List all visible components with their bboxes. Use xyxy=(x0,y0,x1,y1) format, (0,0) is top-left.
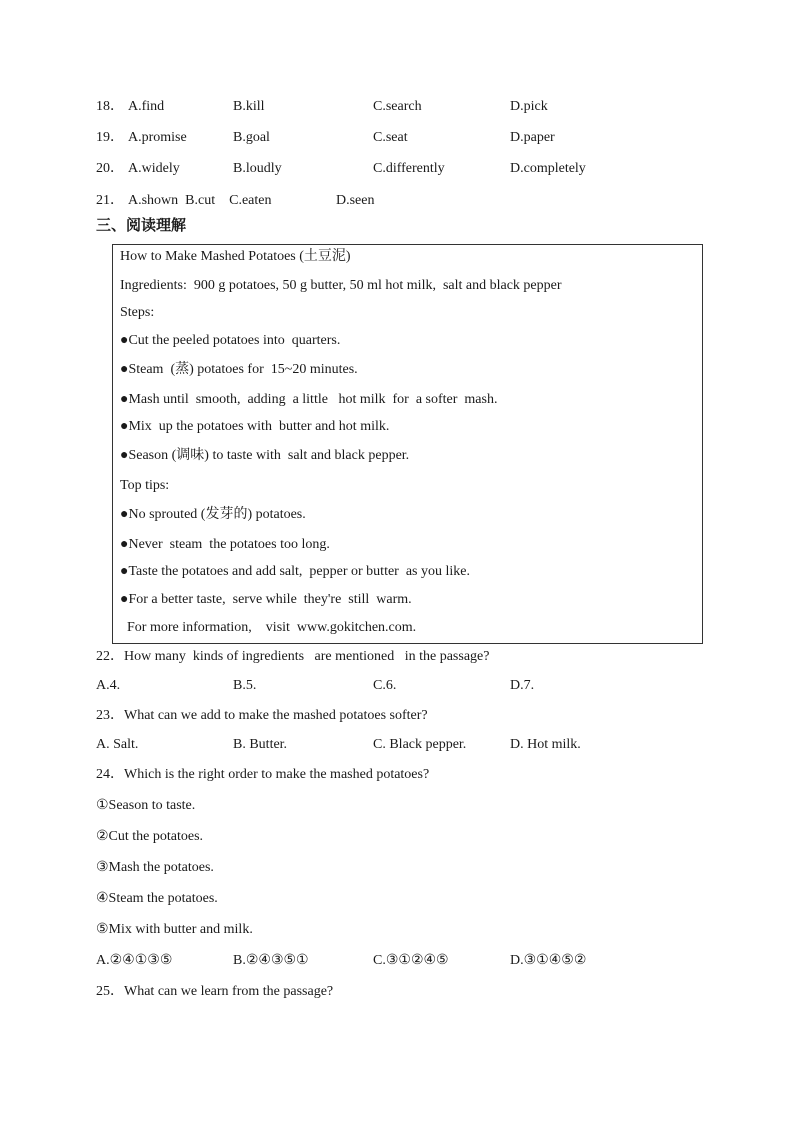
option-b: B. Butter. xyxy=(233,737,288,752)
option-d: D.pick xyxy=(510,99,548,114)
option-c: C.6. xyxy=(373,678,397,693)
question-25-stem: 25．What can we learn from the passage? xyxy=(96,984,334,999)
option-d: D. Hot milk. xyxy=(510,737,581,752)
question-24-stem: 24．Which is the right order to make the mashed potatoes? xyxy=(96,767,430,782)
tip-4: ●For a better taste, serve while they're still warm. xyxy=(120,592,412,607)
tips-label: Top tips: xyxy=(120,478,170,493)
question-number: 19． xyxy=(96,130,124,145)
option-c: C.search xyxy=(373,99,422,114)
steps-label: Steps: xyxy=(120,305,155,320)
passage-title: How to Make Mashed Potatoes (土豆泥) xyxy=(120,249,351,264)
step-2: ●Steam (蒸) potatoes for 15~20 minutes. xyxy=(120,362,358,377)
tip-2: ●Never steam the potatoes too long. xyxy=(120,537,330,552)
question-number: 18． xyxy=(96,99,124,114)
option-d: D.seen xyxy=(336,193,375,208)
option-a: A.②④①③⑤ xyxy=(96,953,173,968)
tip-1: ●No sprouted (发芽的) potatoes. xyxy=(120,507,306,522)
question-18 xyxy=(96,96,716,118)
option-d: D.completely xyxy=(510,161,586,176)
order-item-1: ①Season to taste. xyxy=(96,798,196,813)
order-item-2: ②Cut the potatoes. xyxy=(96,829,204,844)
option-a: A.widely xyxy=(128,161,180,176)
question-21 xyxy=(96,190,716,212)
more-info-line: For more information, visit www.gokitchen.com. xyxy=(120,620,417,635)
step-1: ●Cut the peeled potatoes into quarters. xyxy=(120,333,341,348)
tip-3: ●Taste the potatoes and add salt, pepper or butter as you like. xyxy=(120,564,470,579)
ingredients-line: Ingredients: 900 g potatoes, 50 g butter, 50 ml hot milk, salt and black pepper xyxy=(120,278,562,293)
step-5: ●Season (调味) to taste with salt and black pepper. xyxy=(120,448,410,463)
option-c: C.differently xyxy=(373,161,445,176)
order-item-5: ⑤Mix with butter and milk. xyxy=(96,922,253,937)
question-number: 20． xyxy=(96,161,124,176)
option-b: B.loudly xyxy=(233,161,282,176)
option-b: B.goal xyxy=(233,130,270,145)
order-item-3: ③Mash the potatoes. xyxy=(96,860,214,875)
order-item-4: ④Steam the potatoes. xyxy=(96,891,218,906)
option-b: B.5. xyxy=(233,678,257,693)
question-22-options xyxy=(96,675,716,697)
question-24-options xyxy=(96,950,716,972)
step-3: ●Mash until smooth, adding a little hot milk for a softer mash. xyxy=(120,392,498,407)
option-c: C. Black pepper. xyxy=(373,737,467,752)
question-23-stem: 23．What can we add to make the mashed potatoes softer? xyxy=(96,708,428,723)
option-c: C.③①②④⑤ xyxy=(373,953,449,968)
option-a: A.4. xyxy=(96,678,121,693)
question-22-stem: 22．How many kinds of ingredients are mentioned in the passage? xyxy=(96,649,490,664)
question-23-options xyxy=(96,734,716,756)
option-b: B.kill xyxy=(233,99,265,114)
option-b: B.②④③⑤① xyxy=(233,953,309,968)
question-number: 21． xyxy=(96,193,124,208)
passage-box xyxy=(112,244,703,644)
option-d: D.7. xyxy=(510,678,535,693)
option-a: A. Salt. xyxy=(96,737,139,752)
question-20 xyxy=(96,158,716,180)
section-heading-reading: 三、阅读理解 xyxy=(96,216,187,234)
step-4: ●Mix up the potatoes with butter and hot milk. xyxy=(120,419,390,434)
option-d: D.③①④⑤② xyxy=(510,953,587,968)
options-abc: A.shown B.cut C.eaten xyxy=(128,193,272,208)
option-c: C.seat xyxy=(373,130,408,145)
option-d: D.paper xyxy=(510,130,555,145)
question-19 xyxy=(96,127,716,149)
option-a: A.promise xyxy=(128,130,187,145)
option-a: A.find xyxy=(128,99,165,114)
